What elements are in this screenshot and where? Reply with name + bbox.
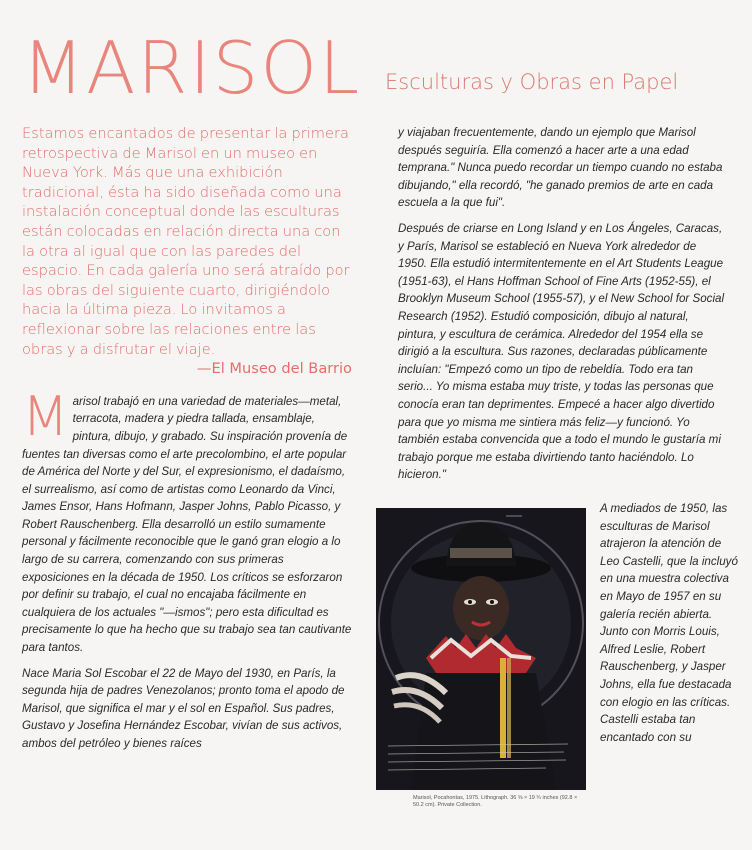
page-subtitle: Esculturas y Obras en Papel [385,70,679,94]
page-title: MARISOL [22,26,362,110]
left-column [22,124,352,761]
body-paragraph-4: Después de criarse en Long Island y en Los Ángeles, Caracas, y París, Marisol se estableció en Nueva York alrededor de 1950. Ella estudió intermitentemente en el Art Students League (1951-63), el Hans Hoffman School of Fine Arts (1952-55), el Brooklyn Museum School (1955-57), y el New School for Social Research (1952). Estudió composición, dibujo al natural, pintura, y escultura de cerámica. Alrededor del 1954 ella se dirigió a la escultura. Sus razones, declaradas públicamente incluían: "Empezó como un tipo de rebeldía. Todo era tan serio... Yo misma estaba muy triste, y todas las personas que conocía eran tan deprimentes. Empecé a hacer algo divertido para que yo misma me sintiera más feliz—y funcionó. Yo también estaba convencida que a todo el mundo le gustaría mi trabajo porque me estaba divirtiendo tanto haciéndolo. Lo hicieron." [398,221,725,482]
artwork-image [376,508,586,790]
side-column-text [600,500,740,746]
side-paragraph: A mediados de 1950, las esculturas de Marisol atrajeron la atención de Leo Castelli, que la incluyó en una muestra colectiva en Mayo de 1957 en su galería recién abierta. Junto con Morris Louis, Alfred Leslie, Robert Rauschenberg, y Jasper Johns, ella fue destacada con elogio en las críticas. Castelli estaba tan encantado con su [600,502,738,744]
body-paragraph-1 [22,384,352,657]
body-paragraph-1-text: arisol trabajó en una variedad de materiales—metal, terracota, madera y piedra tallada, ensamblaje, pintura, dibujo, y grabado. Su inspiración provenía de fuentes tan diversas como el arte precolombino, el arte popular de América del Norte y del Sur, el expresionismo, el dadaísmo, el surrealismo, así como de artistas como Leonardo da Vinci, James Ensor, Hans Hofmann, Jasper Johns, Pablo Picasso, y Robert Rauschenberg. Ella desarrolló un estilo sumamente personal y fácilmente reconocible que le ganó gran elogio a lo largo de su carrera, comenzando con sus primeras exposiciones en la década de 1950. Los críticos se esforzaron por definir su trabajo, el cual no encajaba fácilmente en cualquiera de los actuales "—ismos"; pero esta dificultad es precisamente lo que ha hecho que su trabajo sea tan cautivante para tantos. [22,394,352,655]
body-paragraph-2: Nace Maria Sol Escobar el 22 de Mayo del 1930, en París, la segunda hija de padres Venezolanos; pronto toma el apodo de Marisol, que significa el mar y el sol en Español. Sus padres, Gustavo y Josefina Hernández Escobar, vivían de sus activos, ambos del petróleo y bienes raíces [22,666,345,750]
drop-cap: M [22,384,69,448]
intro-signature: —El Museo del Barrio [196,360,352,378]
body-paragraph-3: y viajaban frecuentemente, dando un ejemplo que Marisol después seguiría. Ella comenzó a hacer arte a una edad temprana." Nunca puedo recordar un tiempo cuando no estaba dibujando," ella recordó, "he ganado premios de arte en cada escuela a la que fui". [398,126,723,210]
pocahontas-lithograph-illustration [376,508,586,790]
intro-paragraph: Estamos encantados de presentar la primera retrospectiva de Marisol en un museo en Nueva York. Más que una exhibición tradicional, ésta ha sido diseñada como una instalación conceptual donde las esculturas están colocadas en relación directa una con la otra al igual que con las paredes del espacio. En cada galería uno será atraído por las obras del siguiente cuarto, dirigiéndolo hacia la última pieza. Lo invitamos a reflexionar sobre las relaciones entre las obras y a disfrutar el viaje. [22,125,350,358]
page-header [22,28,742,108]
figure-caption: Marisol, Pocahontas, 1975. Lithograph. 36 ⅝ × 19 ¾ inches (92.8 × 50.2 cm). Private Collection. [413,795,578,808]
figure [376,500,596,810]
right-column [398,124,728,492]
